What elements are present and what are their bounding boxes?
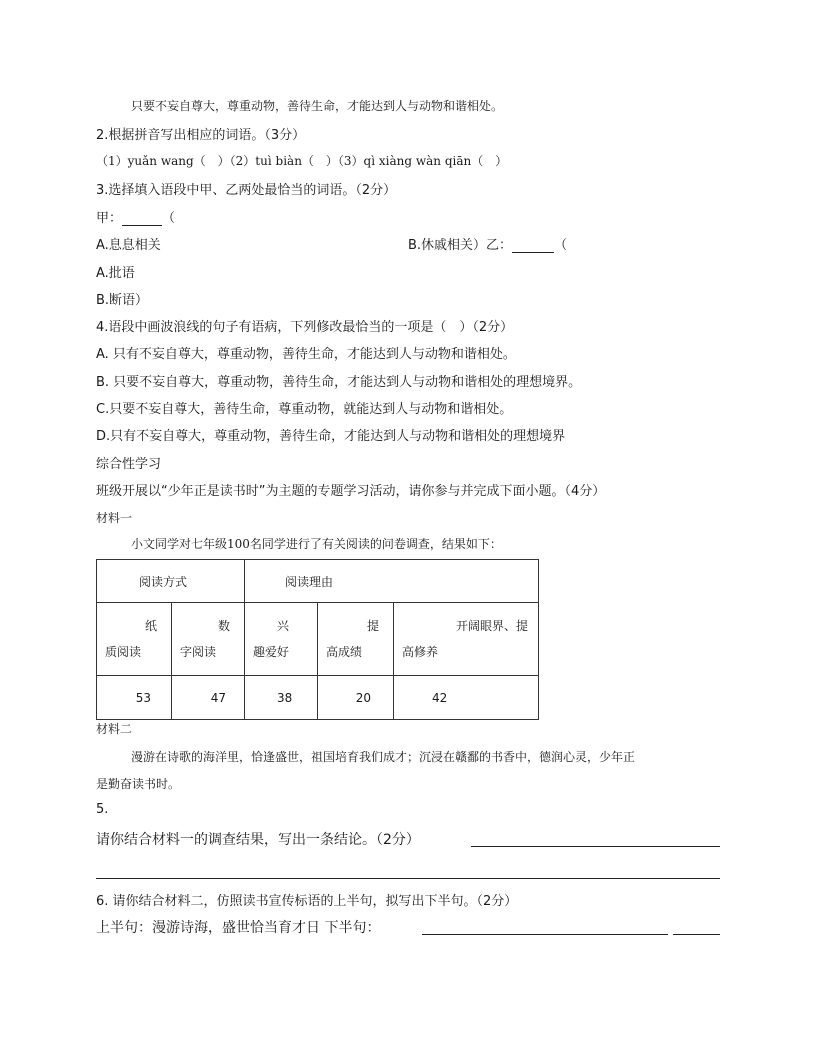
question-2-pinyin-items: （1）yuǎn wang（ ）（2）tuì biàn（ ）（3）qì xiàng wàn qiān（ ）: [96, 154, 508, 168]
col-paper-reading-line1: 纸: [144, 619, 157, 633]
col-digital-reading-line1: 数: [218, 619, 231, 633]
table-row: [97, 676, 539, 720]
material-1-title: 材料一: [96, 511, 133, 525]
question-5-number: 5.: [96, 802, 109, 817]
table-header-row: [97, 560, 539, 603]
material-2-text-line1: 漫游在诗歌的海洋里，恰逢盛世，祖国培育我们成才；沉浸在赣鄱的书香中，德润心灵，少年正: [131, 750, 636, 764]
section-title: 综合性学习: [96, 457, 162, 472]
value-paper: 53: [97, 676, 172, 720]
jia-blank-line: [96, 207, 175, 226]
question-6-text: 6. 请你结合材料二，仿照读书宣传标语的上半句，拟写出下半句。（2分）: [96, 894, 518, 909]
option-b-1: B.休戚相关）乙：: [408, 238, 513, 253]
q4-option-a: A. 只有不妄自尊大，尊重动物，善待生命，才能达到人与动物和谐相处。: [96, 347, 516, 362]
q4-option-c: C.只要不妄自尊大，善待生命，尊重动物，就能达到人与动物和谐相处。: [96, 402, 513, 417]
col-interest-line1: 兴: [277, 619, 290, 633]
jia-blank[interactable]: [122, 211, 162, 226]
question-6-answer-line: 上半句：漫游诗海，盛世恰当育才日 下半句：: [96, 920, 381, 936]
answer-line-5b[interactable]: [96, 878, 720, 879]
table-subheader-row: [97, 603, 539, 676]
answer-line-5a[interactable]: [471, 846, 720, 847]
col-horizons: [394, 603, 539, 676]
q4-option-b: B. 只要不妄自尊大，尊重动物，善待生命，才能达到人与动物和谐相处的理想境界。: [96, 375, 582, 390]
col-interest: [245, 603, 318, 676]
q4-option-d: D.只有不妄自尊大，尊重动物，善待生命，才能达到人与动物和谐相处的理想境界: [96, 429, 566, 444]
answer-line-6b[interactable]: [673, 934, 720, 935]
value-interest: 38: [245, 676, 318, 720]
col-digital-reading: [172, 603, 245, 676]
jia-label: 甲：: [96, 211, 123, 226]
header-reading-method: 阅读方式: [97, 560, 245, 603]
col-interest-line2: 趣爱好: [253, 645, 290, 659]
col-horizons-line2: 高修养: [402, 645, 439, 659]
survey-table: [96, 559, 539, 720]
col-paper-reading-line2: 质阅读: [105, 645, 142, 659]
question-2-title: 2.根据拼音写出相应的词语。（3分）: [96, 128, 306, 143]
col-horizons-line1: 开阔眼界、提: [456, 619, 529, 633]
material-2-title: 材料二: [96, 722, 133, 736]
question-5-text: 请你结合材料一的调查结果，写出一条结论。（2分）: [96, 832, 420, 848]
yi-blank-line: [408, 234, 567, 253]
col-grades-line1: 提: [367, 619, 380, 633]
section-intro: 班级开展以“少年正是读书时”为主题的专题学习活动，请你参与并完成下面小题。（4分）: [96, 484, 606, 499]
option-a-1: A.息息相关: [96, 238, 161, 253]
material-1-text: 小文同学对七年级100名同学进行了有关阅读的问卷调查，结果如下：: [131, 537, 502, 551]
value-horizons: 42: [394, 676, 539, 720]
col-digital-reading-line2: 字阅读: [180, 645, 217, 659]
question-4-title: 4.语段中画波浪线的句子有语病，下列修改最恰当的一项是（ ）（2分）: [96, 320, 514, 335]
col-paper-reading: [97, 603, 172, 676]
option-b-2: B.断语）: [96, 293, 149, 308]
yi-blank[interactable]: [512, 238, 554, 253]
value-digital: 47: [172, 676, 245, 720]
col-grades-line2: 高成绩: [326, 645, 363, 659]
jia-paren: （: [162, 211, 176, 226]
material-2-text-line2: 是勤奋读书时。: [96, 777, 181, 791]
answer-line-6a[interactable]: [422, 934, 668, 935]
passage-line: 只要不妄自尊大，尊重动物，善待生命，才能达到人与动物和谐相处。: [131, 99, 504, 113]
question-3-title: 3.选择填入语段中甲、乙两处最恰当的词语。（2分）: [96, 183, 397, 198]
col-grades: [318, 603, 394, 676]
header-reading-reason: 阅读理由: [245, 560, 539, 603]
yi-paren: （: [554, 238, 568, 253]
value-grades: 20: [318, 676, 394, 720]
option-a-2: A.批语: [96, 266, 135, 281]
